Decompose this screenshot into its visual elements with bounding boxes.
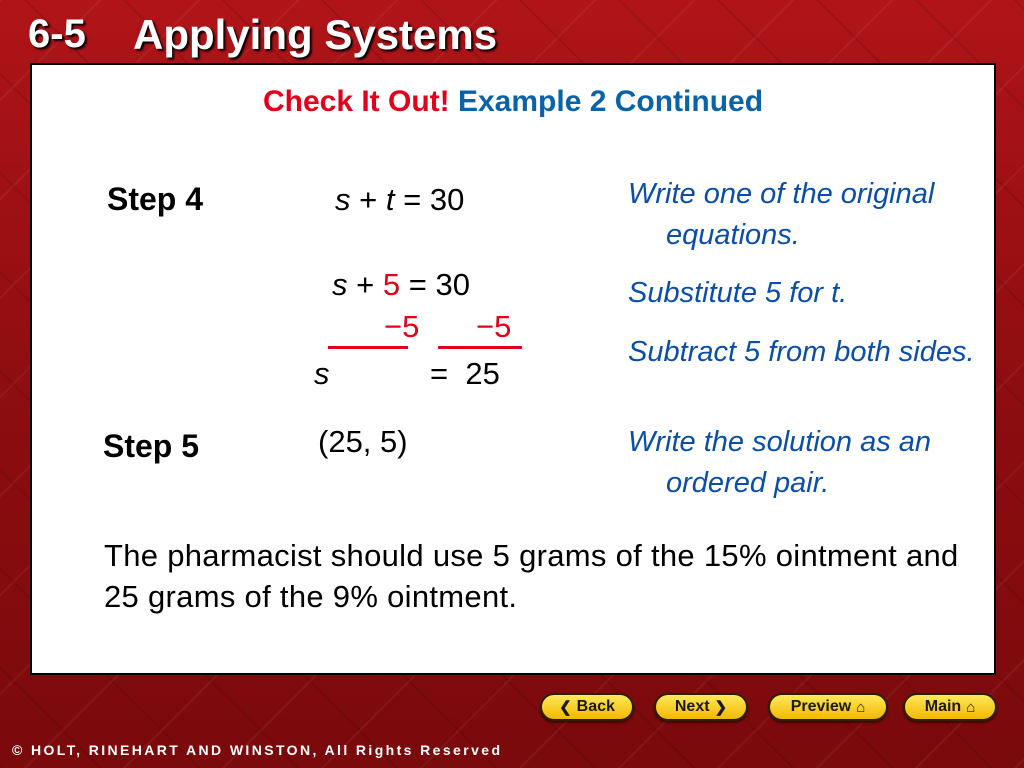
substituted-five: 5 — [382, 267, 401, 302]
var-s: s — [314, 356, 330, 391]
var-s: s — [335, 182, 351, 217]
note-original-equation: Write one of the original equations. — [628, 178, 935, 251]
step4-label: Step 4 — [107, 181, 204, 217]
preview-button[interactable] — [768, 693, 888, 721]
home-icon: ⌂ — [856, 698, 866, 716]
underline-right — [438, 346, 522, 349]
main-button[interactable] — [903, 693, 997, 721]
back-label: Back — [576, 698, 615, 715]
main-label: Main — [924, 698, 962, 715]
conclusion-text: The pharmacist should use 5 grams of the 15% ointment and 25 grams of the 9% ointment. — [104, 538, 959, 614]
var-s: s — [332, 267, 348, 302]
copyright-footer: © HOLT, RINEHART AND WINSTON, All Rights Reserved — [12, 742, 503, 758]
plus-sign: + — [356, 267, 375, 302]
equation-result-value: = 25 — [430, 356, 500, 391]
preview-label: Preview — [790, 698, 852, 715]
equals-thirty: = 30 — [403, 182, 465, 217]
chevron-right-icon: ❯ — [714, 699, 728, 716]
solution-pair: (25, 5) — [318, 424, 408, 459]
back-button[interactable] — [540, 693, 634, 721]
var-t: t — [385, 182, 395, 217]
equation-original — [335, 182, 464, 218]
note-subtract: Subtract 5 from both sides. — [628, 336, 975, 368]
equals-thirty: = 30 — [408, 267, 470, 302]
step5-label: Step 5 — [103, 428, 200, 464]
equation-substituted — [332, 267, 470, 303]
plus-sign: + — [359, 182, 378, 217]
next-button[interactable] — [654, 693, 748, 721]
subtract-left: −5 — [384, 309, 420, 344]
heading-check-it-out: Check It Out! — [262, 85, 450, 118]
lesson-title: Applying Systems — [133, 11, 498, 58]
next-label: Next — [674, 698, 710, 715]
equation-result-s — [314, 356, 330, 392]
note-ordered-pair: Write the solution as an ordered pair. — [628, 426, 932, 499]
note-substitute: Substitute 5 for t. — [628, 277, 848, 309]
slide-panel — [30, 63, 996, 675]
heading-example: Example 2 Continued — [457, 85, 764, 118]
lesson-number: 6-5 — [28, 12, 86, 56]
chevron-left-icon: ❮ — [559, 699, 572, 716]
underline-left — [328, 346, 408, 349]
subtract-right: −5 — [476, 309, 512, 344]
slide-heading — [32, 85, 994, 119]
home-icon: ⌂ — [966, 698, 976, 716]
